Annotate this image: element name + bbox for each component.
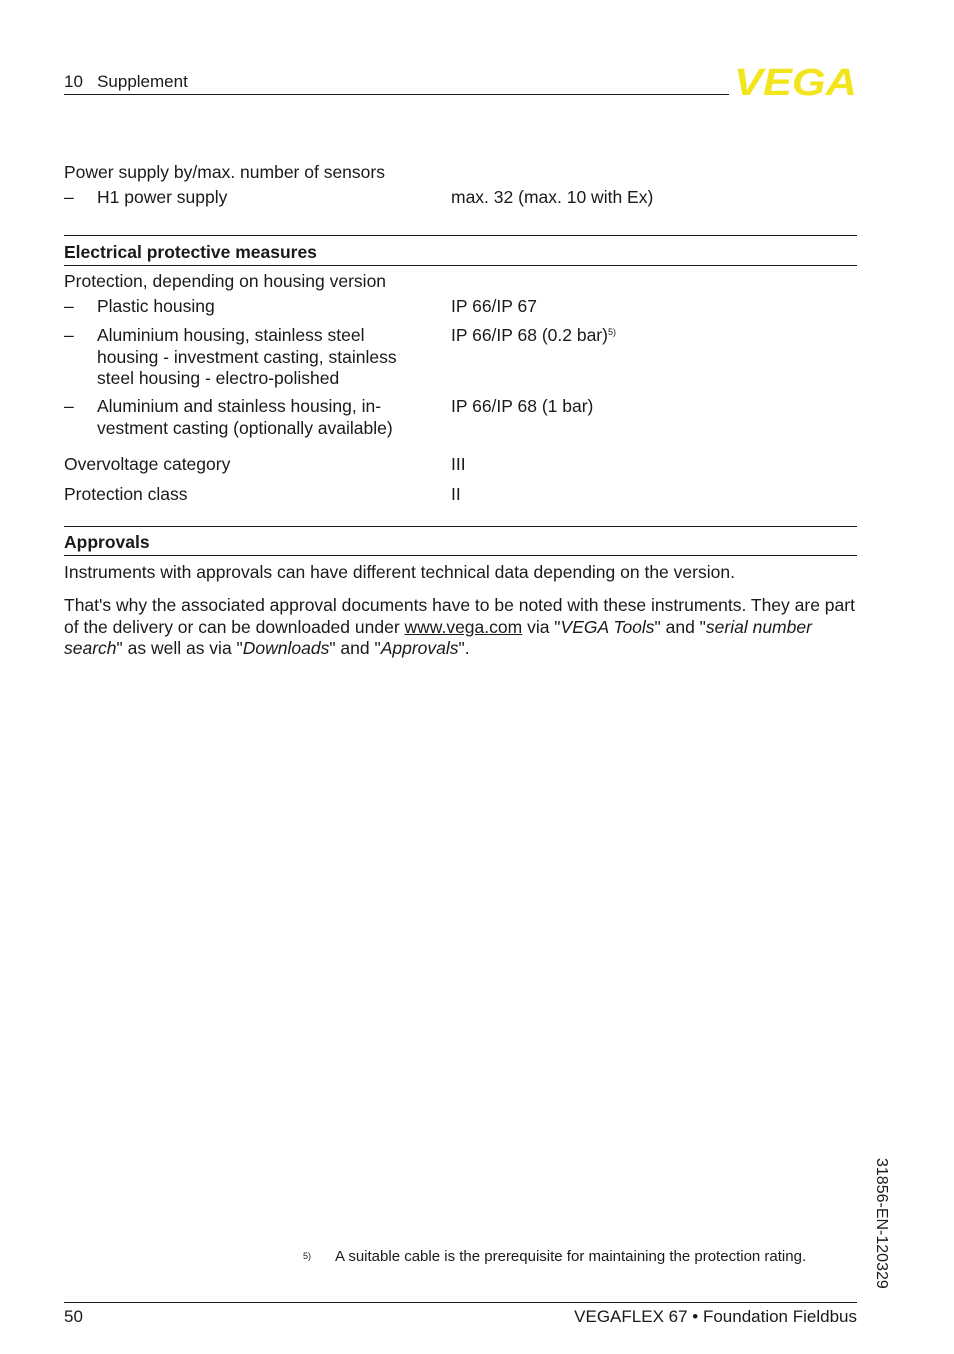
protection-class-label: Protection class <box>64 484 188 504</box>
h1-power-supply-label: H1 power supply <box>97 187 228 207</box>
section-rule-top <box>64 526 857 527</box>
list-dash: – <box>64 325 74 345</box>
section-rule-bottom <box>64 265 857 266</box>
logo-text: VEGA <box>734 64 857 98</box>
header-rule <box>64 94 729 95</box>
list-dash: – <box>64 187 74 207</box>
approvals-paragraph-1: Instruments with approvals can have different technical data depending on the version. <box>64 562 735 582</box>
aluminium-housing-label-line-3: steel housing - electro-polished <box>97 368 340 388</box>
document-code: 31856-EN-120329 <box>873 1158 890 1289</box>
overvoltage-label: Overvoltage category <box>64 454 231 474</box>
plastic-housing-value: IP 66/IP 67 <box>451 296 537 316</box>
page-number: 50 <box>64 1307 83 1326</box>
vega-website-link[interactable]: www.vega.com <box>404 616 523 637</box>
approvals-heading: Approvals <box>64 532 150 552</box>
power-supply-title: Power supply by/max. number of sensors <box>64 162 385 182</box>
footer-rule <box>64 1302 857 1303</box>
h1-power-supply-value: max. 32 (max. 10 with Ex) <box>451 187 654 207</box>
footnote-text: A suitable cable is the prerequisite for maintaining the protection rating. <box>335 1248 807 1265</box>
aluminium-housing-label-line-1: Aluminium housing, stainless steel <box>97 325 365 345</box>
protection-class-value: II <box>451 484 461 504</box>
overvoltage-value: III <box>451 454 466 474</box>
footer-product-title: VEGAFLEX 67 • Foundation Fieldbus <box>574 1307 857 1326</box>
section-rule-top <box>64 235 857 236</box>
list-dash: – <box>64 396 74 416</box>
footnote-mark: 5) <box>303 1251 312 1261</box>
stainless-housing-label-line-2: vestment casting (optionally available) <box>97 417 393 438</box>
vega-logo <box>734 64 858 98</box>
protection-title: Protection, depending on housing version <box>64 271 387 291</box>
approvals-paragraph-2: That's why the associated approval documents have to be noted with these instruments. They are part of the delivery or can be downloaded under www.vega.com via "VEGA Tools" and "serial number search" as well as via "Downloads" and "Approvals". <box>64 595 855 658</box>
electrical-heading: Electrical protective measures <box>64 242 317 262</box>
stainless-housing-value: IP 66/IP 68 (1 bar) <box>451 396 594 416</box>
section-header: 10 Supplement <box>64 72 188 91</box>
stainless-housing-label-line-1: Aluminium and stainless housing, in- <box>97 396 382 416</box>
footnote-ref: 5) <box>607 327 616 337</box>
plastic-housing-label: Plastic housing <box>97 296 215 316</box>
section-rule-bottom <box>64 555 857 556</box>
list-dash: – <box>64 296 74 316</box>
aluminium-housing-value: IP 66/IP 68 (0.2 bar)$^{5)}$ <box>451 325 616 345</box>
aluminium-housing-label-line-2: housing - investment casting, stainless <box>97 346 397 367</box>
